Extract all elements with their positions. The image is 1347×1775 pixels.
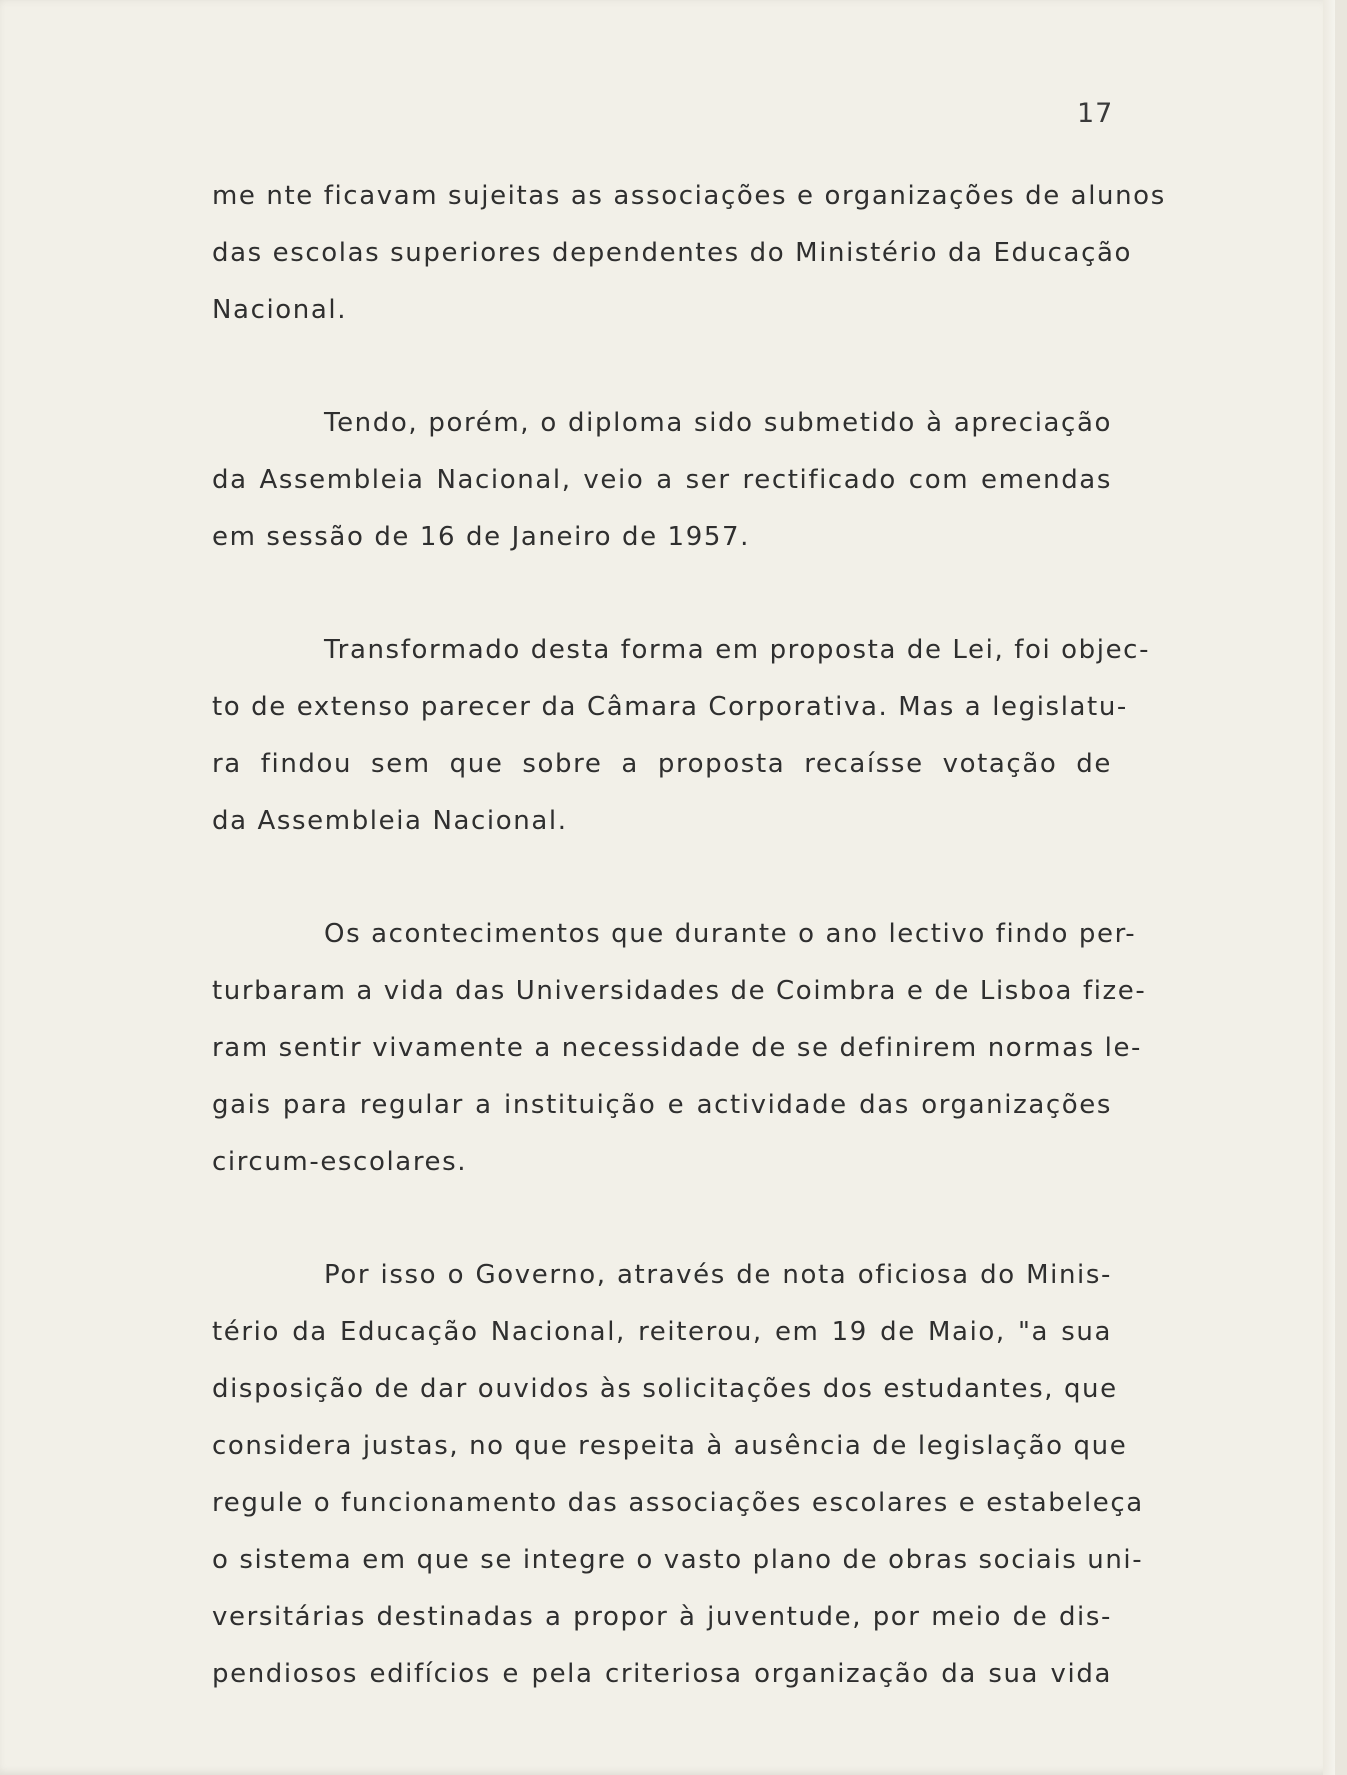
text-line: o sistema em que se integre o vasto plano de obras sociais uni- (212, 1545, 1144, 1575)
text-line: to de extenso parecer da Câmara Corporativa. Mas a legislatu- (212, 692, 1128, 722)
text-line: me nte ficavam sujeitas as associações e organizações de alunos (212, 181, 1166, 211)
text-line: turbaram a vida das Universidades de Coimbra e de Lisboa fize- (212, 976, 1147, 1006)
text-line: da Assembleia Nacional. (212, 806, 568, 836)
paragraph-gap (212, 574, 1112, 630)
text-line: considera justas, no que respeita à ausência de legislação que (212, 1431, 1128, 1461)
text-line: Tendo, porém, o diploma sido submetido à apreciação (324, 408, 1112, 438)
text-line: Por isso o Governo, através de nota oficiosa do Minis- (324, 1260, 1112, 1290)
body-text (212, 176, 1166, 1711)
paragraph-gap (212, 1199, 1112, 1255)
text-line: ra findou sem que sobre a proposta recaísse votação de (212, 749, 1112, 779)
page-number: 17 (1077, 98, 1114, 129)
text-line: disposição de dar ouvidos às solicitações dos estudantes, que (212, 1374, 1118, 1404)
text-line: tério da Educação Nacional, reiterou, em 19 de Maio, "a sua (212, 1317, 1112, 1347)
text-line: da Assembleia Nacional, veio a ser rectificado com emendas (212, 465, 1112, 495)
text-line: das escolas superiores dependentes do Ministério da Educação (212, 238, 1133, 268)
text-line: versitárias destinadas a propor à juventude, por meio de dis- (212, 1602, 1112, 1632)
paragraph-gap (212, 347, 1112, 403)
text-line: ram sentir vivamente a necessidade de se definirem normas le- (212, 1033, 1143, 1063)
text-line: em sessão de 16 de Janeiro de 1957. (212, 522, 750, 552)
page-edge (1323, 0, 1335, 1775)
text-line: pendiosos edifícios e pela criteriosa organização da sua vida (212, 1659, 1112, 1689)
text-line: Transformado desta forma em proposta de Lei, foi objec- (324, 635, 1151, 665)
text-line: regule o funcionamento das associações escolares e estabeleça (212, 1488, 1144, 1518)
text-line: gais para regular a instituição e actividade das organizações (212, 1090, 1112, 1120)
paragraph-gap (212, 858, 1112, 914)
text-line: Os acontecimentos que durante o ano lectivo findo per- (324, 919, 1137, 949)
text-line: Nacional. (212, 295, 348, 325)
text-line: circum-escolares. (212, 1147, 468, 1177)
